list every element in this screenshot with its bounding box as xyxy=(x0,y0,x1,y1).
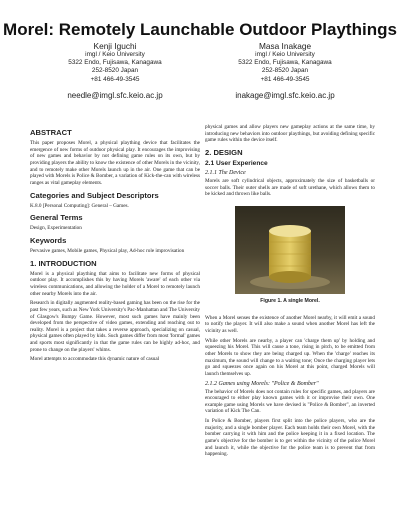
categories-heading: Categories and Subject Descriptors xyxy=(30,190,159,200)
intro-paragraph-2: Research in digitally augmented reality-based gaming has been on the rise for the past few years, such as New York University's Pac-Manhattan and The University of Glasgow's Bumpy Game. However, most such games have mainly been developed from the perspective of video games, extending and reaching out to reality. Morel is a project that takes a reverse approach, specializing on casual, physical games often played by kids. Such games differ from most 'formal' games and sports most significantly in that the game rules can be highly ad-hoc, and prone to change on the players' whims. xyxy=(30,300,200,353)
paragraph-charging: While other Morels are nearby, a player can 'charge them up' by holding and squeezing his Morel. This will cause a tone, rising in pitch, to be emitted from other Morels to show they are being charged up. When the 'charge' reaches its maximum, the sound will change to a waiting tone; Once the charging player lets go and squeezes once again on his Morel at this point, charged Morels will launch themselves up. xyxy=(205,337,375,377)
introduction-heading: 1. INTRODUCTION xyxy=(30,258,97,268)
author-address: 5322 Endo, Fujisawa, Kanagawa xyxy=(68,59,162,67)
author-block-1 xyxy=(30,41,200,101)
device-heading: 2.1.1 The Device xyxy=(205,169,246,176)
categories-text: K.8.0 [Personal Computing]: General – Games. xyxy=(30,202,129,209)
author-address: 5322 Endo, Fujisawa, Kanagawa xyxy=(238,59,332,67)
paragraph-sensing: When a Morel senses the existence of another Morel nearby, it will emit a sound to notify the player. It will also make a sound when another Morel has left the vicinity as well. xyxy=(205,314,375,334)
author-name: Masa Inakage xyxy=(258,41,312,51)
author-postal: 252-8520 Japan xyxy=(91,67,139,75)
paragraph-games: The behavior of Morels does not contain rules for specific games, and players are encouraged to either play known games with it or improvise their own. One example game using Morels we have devised is "Police & Bomber", an inverted variation of Kick The Can. xyxy=(205,388,375,415)
keywords-text: Pervasive games, Mobile games, Physical play, Ad-hoc role improvisation xyxy=(30,247,185,254)
paper-title: Morel: Remotely Launchable Outdoor Playthings xyxy=(3,20,397,39)
user-experience-heading: 2.1 User Experience xyxy=(205,159,268,167)
morel-photo xyxy=(205,204,375,296)
author-affiliation: imgl / Keio University xyxy=(85,51,145,58)
device-paragraph: Morels are soft cylindrical objects, approximately the size of basketballs or soccer balls. Their outer shells are made of soft urethane, which allows them to be kicked and thrown like balls. xyxy=(205,177,375,198)
author-block-2 xyxy=(200,41,370,101)
figure-caption: Figure 1. A single Morel. xyxy=(260,297,320,304)
left-column xyxy=(30,124,200,366)
intro-paragraph-3: Morel attempts to accommodate this dynamic nature of casual xyxy=(30,356,160,363)
author-phone: +81 466-49-3545 xyxy=(260,75,310,83)
intro-paragraph-1: Morel is a physical plaything that aims to facilitate new forms of physical outdoor play. It accomplishes this by having Morels 'aware' of each other via wireless communications, and allowing the holder of a Morel to remotely launch other nearby Morels into the air. xyxy=(30,270,200,297)
author-postal: 252-8520 Japan xyxy=(261,67,309,75)
games-heading: 2.1.2 Games using Morels: "Police & Bomber" xyxy=(205,380,319,387)
terms-text: Design, Experimentation xyxy=(30,225,82,232)
morel-figure xyxy=(205,204,375,296)
continued-paragraph: physical games and allow players new gameplay actions at the same time, by introducing new behaviors into outdoor playthings, but avoiding defining specific game rules within the device itself. xyxy=(205,124,375,144)
abstract-heading: ABSTRACT xyxy=(30,128,72,137)
keywords-heading: Keywords xyxy=(30,235,67,245)
author-phone: +81 466-49-3545 xyxy=(90,75,140,83)
right-column xyxy=(205,124,375,461)
abstract-text: This paper proposes Morel, a physical plaything device that facilitates the emergence of new forms of outdoor physical play. It encourages the improvising of new games and behavior by not defining game rules on its own, but by providing players the ability to know the existence of other Morels in the vicinity, and to remotely make other Morels launch up in the air. One game that can be played with Morels is Police & Bomber, a variation of Kick-the-can with wireless ranges as vital gameplay elements. xyxy=(30,140,200,186)
author-email[interactable]: inakage@imgl.sfc.keio.ac.jp xyxy=(235,90,335,100)
author-email[interactable]: needle@imgl.sfc.keio.ac.jp xyxy=(67,90,163,100)
author-name: Kenji Iguchi xyxy=(93,41,137,51)
author-affiliation: imgl / Keio University xyxy=(255,51,315,58)
terms-heading: General Terms xyxy=(30,213,83,223)
design-heading: 2. DESIGN xyxy=(205,147,243,157)
paragraph-police-bomber: In Police & Bomber, players first split into the police players, who are the majority, and a single bomber player. Each team holds their own Morel, with the bomber carrying it with him and the police keeping it in a fixed location. The game's objective for the bomber is to get within the vicinity of the police Morel and launch it, while the objective for the police team is to prevent that from happening. xyxy=(205,418,375,458)
